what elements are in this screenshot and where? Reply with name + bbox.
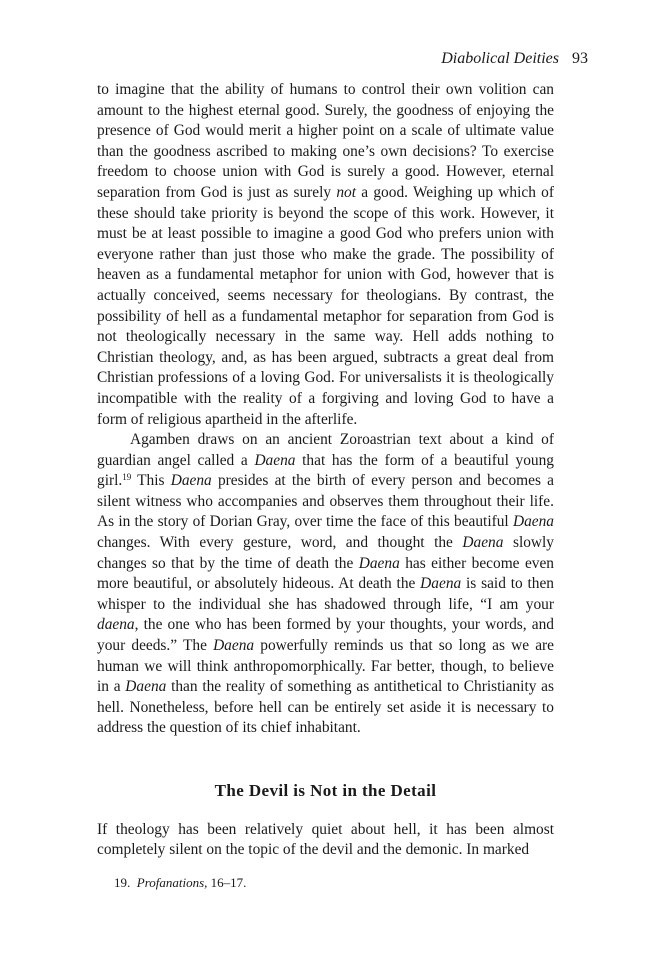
footnote-ref: 19 [122, 472, 132, 483]
footnote-title: Profanations [136, 875, 205, 890]
page-number: 93 [572, 50, 588, 67]
footnote-pages: , 16–17. [204, 875, 247, 890]
section-heading: The Devil is Not in the Detail [214, 781, 437, 800]
emphasis-not: not [336, 183, 357, 201]
paragraph-1: to imagine that the ability of humans to control their own volition can amount to the highest eternal good. Surely, the goodness of enjoying the presence of God would merit a higher point on a scale of ultimate value than the goodness ascribed to making one’s own decisions? To exercise freedom to choose union with God is surely a good. However, eternal separation from God is just as surely not a good. Weighing up which of these should take priority is beyond the scope of this work. However, it must be at least possible to imagine a good God who prefers union with everyone rather than just those who make the grade. The possibility of heaven as a fundamental metaphor for union with God, however that is actually conceived, seems necessary for theologians. By contrast, the possibility of hell as a fundamental metaphor for separation from God is not theologically necessary in the same way. Hell adds nothing to Christian theology, and, as has been argued, subtracts a great deal from Christian professions of a loving God. For universalists it is theologically incompatible with the reality of a forgiving and loving God to have a form of religious apartheid in the afterlife. [97, 81, 554, 428]
running-header [441, 50, 588, 68]
paragraph-2: Agamben draws on an ancient Zoroastrian text about a kind of guardian angel called a Daena that has the form of a beautiful young girl.$^{19}$ This Daena presides at the birth of every person and becomes a silent witness who accompanies and observes them throughout their life. As in the story of Dorian Gray, over time the face of this beautiful Daena changes. With every gesture, word, and thought the Daena slowly changes so that by the time of death the Daena has either become even more beautiful, or absolutely hideous. At death the Daena is said to then whisper to the individual she has shadowed through life, “I am your daena, the one who has been formed by your thoughts, your words, and your deeds.” The Daena powerfully reminds us that so long as we are human we will think anthropomorphically. Far better, though, to believe in a Daena than the reality of something as antithetical to Christianity as hell. Nonetheless, before hell can be entirely set aside it is necessary to address the question of its chief inhabitant. [97, 431, 555, 737]
running-title: Diabolical Deities [441, 50, 559, 67]
footnote-number: 19. [114, 875, 131, 890]
page-body [97, 80, 554, 861]
footnote [114, 875, 246, 891]
paragraph-3: If theology has been relatively quiet about hell, it has been almost completely silent on the topic of the devil and the demonic. In marked [97, 820, 554, 859]
